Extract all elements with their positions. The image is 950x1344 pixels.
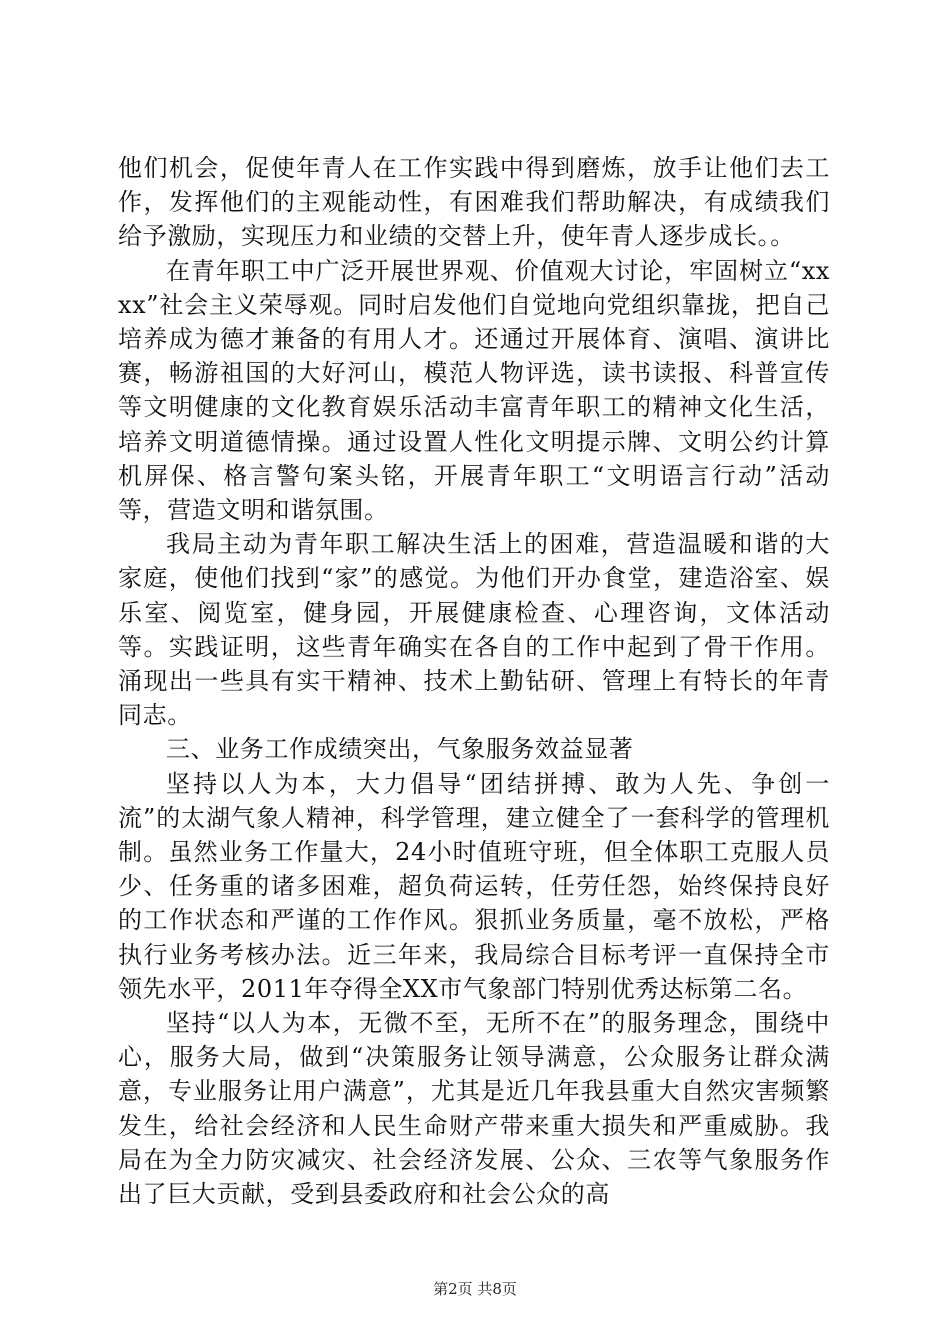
paragraph-continuation: 他们机会，促使年青人在工作实践中得到磨炼，放手让他们去工作，发挥他们的主观能动性，有困难我们帮助解决，有成绩我们给予激励，实现压力和业绩的交替上升，使年青人逐步成长。。 bbox=[118, 154, 830, 251]
section-heading: 三、业务工作成绩突出，气象服务效益显著 bbox=[166, 735, 634, 764]
page-footer: 第2页 共8页 bbox=[433, 1280, 517, 1298]
document-body bbox=[118, 151, 830, 1211]
paragraph-management: 坚持以人为本，大力倡导“团结拼搏、敢为人先、争创一流”的太湖气象人精神，科学管理，建立健全了一套科学的管理机制。虽然业务工作量大，24小时值班守班，但全体职工克服人员少、任务重的诸多困难，超负荷运转，任劳任怨，始终保持良好的工作状态和严谨的工作作风。狠抓业务质量，毫不放松，严格执行业务考核办法。近三年来，我局综合目标考评一直保持全市领先水平，2011年夺得全XX市气象部门特别优秀达标第二名。 bbox=[118, 769, 830, 1003]
paragraph-service-philosophy: 坚持“以人为本，无微不至，无所不在”的服务理念，围绕中心，服务大局，做到“决策服务让领导满意，公众服务让群众满意，专业服务让用户满意”，尤其是近几年我县重大自然灾害频繁发生，给社会经济和人民生命财产带来重大损失和严重威胁。我局在为全力防灾减灾、社会经济发展、公众、三农等气象服务作出了巨大贡献，受到县委政府和社会公众的高 bbox=[118, 1009, 830, 1209]
paragraph-ideology-education: 在青年职工中广泛开展世界观、价值观大讨论，牢固树立“xxxx”社会主义荣辱观。同时启发他们自觉地向党组织靠拢，把自己培养成为德才兼备的有用人才。还通过开展体育、演唱、演讲比赛，畅游祖国的大好河山，模范人物评选，读书读报、科普宣传等文明健康的文化教育娱乐活动丰富青年职工的精神文化生活，培养文明道德情操。通过设置人性化文明提示牌、文明公约计算机屏保、格言警句案头铭，开展青年职工“文明语言行动”活动等，营造文明和谐氛围。 bbox=[118, 256, 830, 525]
paragraph-living-support: 我局主动为青年职工解决生活上的困难，营造温暖和谐的大家庭，使他们找到“家”的感觉。为他们开办食堂，建造浴室、娱乐室、阅览室，健身园，开展健康检查、心理咨询，文体活动等。实践证明，这些青年确实在各自的工作中起到了骨干作用。涌现出一些具有实干精神、技术上勤钻研、管理上有特长的年青同志。 bbox=[118, 530, 830, 730]
